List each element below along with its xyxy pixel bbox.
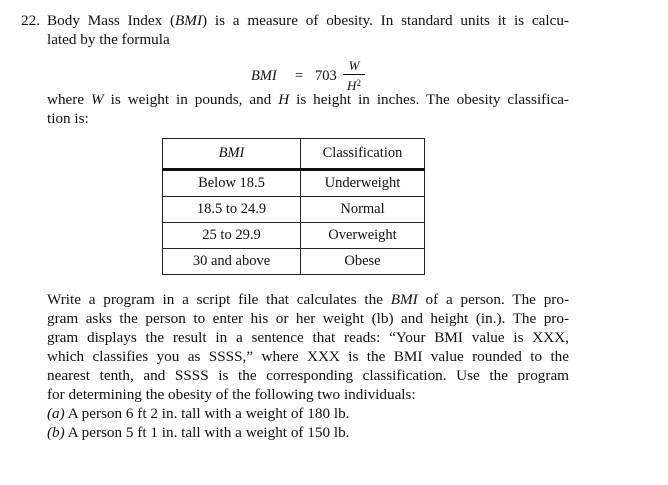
- where-line-1: where W is weight in pounds, and H is height in inches. The obesity classifica-: [47, 91, 569, 108]
- part-label: (b): [47, 424, 65, 441]
- part-label: (a): [47, 405, 65, 422]
- task-line-3: gram displays the result in a sentence that reads: “Your BMI value is XXX,: [47, 329, 569, 346]
- header-classification: Classification: [301, 139, 425, 170]
- task-line-5: nearest tenth, and SSSS is the corresponding classification. Use the program: [47, 367, 569, 384]
- header-bmi: BMI: [163, 139, 301, 170]
- classification-cell: Underweight: [301, 170, 425, 197]
- classification-cell: Normal: [301, 197, 425, 223]
- problem-number: 22.: [21, 12, 40, 29]
- bmi-range-cell: 30 and above: [163, 249, 301, 275]
- part-b: [47, 423, 349, 442]
- task-line-1: Write a program in a script file that calculates the BMI of a person. The pro-: [47, 291, 569, 308]
- formula-equals: =: [295, 68, 304, 84]
- part-a: [47, 404, 349, 423]
- table-row: [163, 223, 425, 249]
- intro-line-1: Body Mass Index (BMI) is a measure of obesity. In standard units it is calcu-: [47, 12, 569, 29]
- formula-numerator: W: [348, 58, 360, 73]
- task-line-6: for determining the obesity of the following two individuals:: [47, 386, 416, 403]
- bmi-range-cell: 18.5 to 24.9: [163, 197, 301, 223]
- formula-coefficient: 703: [315, 68, 337, 84]
- part-text: A person 6 ft 2 in. tall with a weight of 180 lb.: [67, 405, 350, 422]
- where-line-2: tion is:: [47, 110, 89, 127]
- bmi-term: BMI: [175, 12, 203, 29]
- table-header-row: [163, 139, 425, 170]
- table-row: [163, 249, 425, 275]
- classification-table: [162, 138, 425, 275]
- part-text: A person 5 ft 1 in. tall with a weight of 150 lb.: [67, 424, 350, 441]
- formula-lhs: BMI: [251, 68, 277, 84]
- table-row: [163, 170, 425, 197]
- bmi-range-cell: Below 18.5: [163, 170, 301, 197]
- task-line-2: gram asks the person to enter his or her weight (lb) and height (in.). The pro-: [47, 310, 569, 327]
- intro-line-2: lated by the formula: [47, 31, 170, 48]
- formula-denominator: $H^2$: [347, 78, 361, 93]
- classification-cell: Obese: [301, 249, 425, 275]
- bmi-range-cell: 25 to 29.9: [163, 223, 301, 249]
- classification-cell: Overweight: [301, 223, 425, 249]
- task-line-4: which classifies you as SSSS,” where XXX is the BMI value rounded to the: [47, 348, 569, 365]
- table-row: [163, 197, 425, 223]
